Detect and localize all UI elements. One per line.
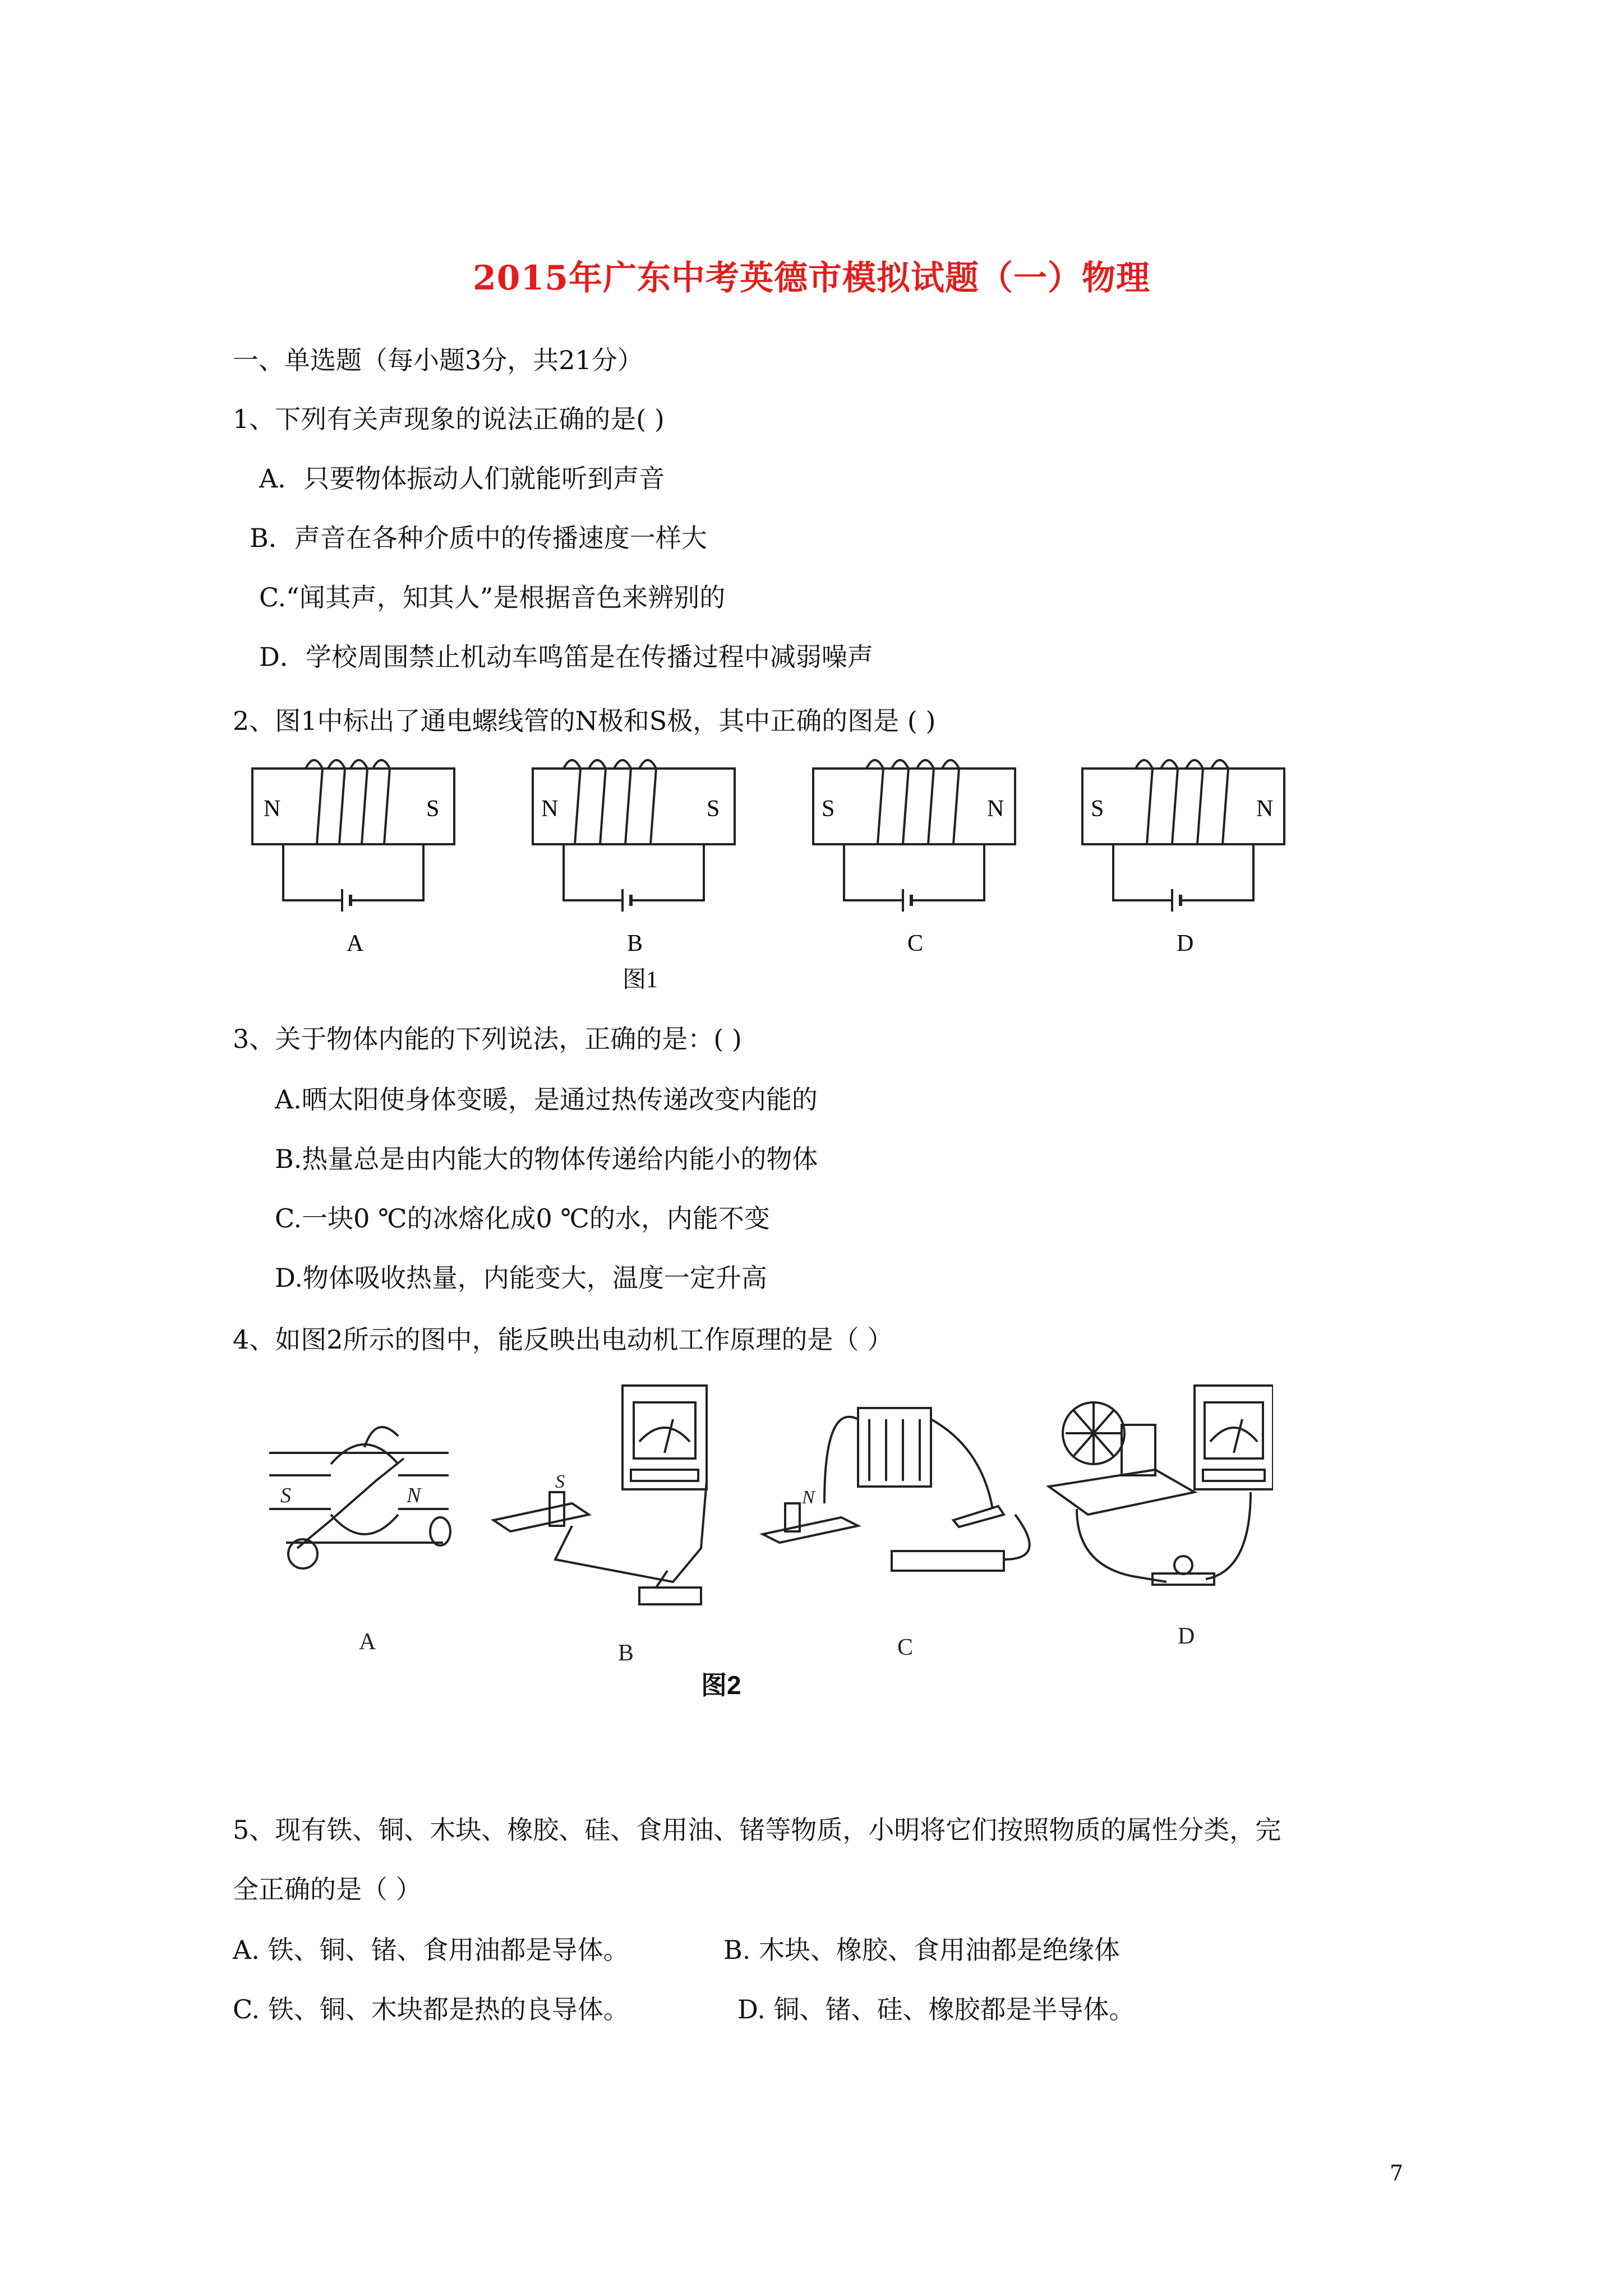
svg-text:A: A bbox=[347, 931, 364, 956]
svg-text:N: N bbox=[987, 796, 1004, 822]
q2-stem: 2、图1中标出了通电螺线管的N极和S极，其中正确的图是 ( ) bbox=[233, 706, 936, 736]
solenoid-panel-d bbox=[1082, 760, 1284, 956]
q3-option-a: A.晒太阳使身体变暖，是通过热传递改变内能的 bbox=[275, 1084, 818, 1115]
q5-stem-line-2: 全正确的是（ ） bbox=[233, 1874, 422, 1904]
svg-text:图1: 图1 bbox=[623, 967, 658, 993]
svg-text:D: D bbox=[1177, 931, 1194, 956]
solenoid-panel-c bbox=[813, 760, 1015, 956]
apparatus-c bbox=[763, 1408, 1030, 1660]
figure-2-motor-apparatus bbox=[264, 1380, 1273, 1694]
svg-text:A: A bbox=[359, 1629, 376, 1655]
apparatus-d bbox=[1049, 1386, 1273, 1649]
svg-text:B: B bbox=[618, 1640, 634, 1666]
q3-option-b: B.热量总是由内能大的物体传递给内能小的物体 bbox=[275, 1144, 818, 1174]
q5-option-c: C. 铁、铜、木块都是热的良导体。 bbox=[233, 1994, 629, 2024]
apparatus-b bbox=[494, 1386, 707, 1666]
q1-option-a: A．只要物体振动人们就能听到声音 bbox=[259, 463, 665, 494]
apparatus-a bbox=[269, 1427, 450, 1655]
svg-text:S: S bbox=[822, 796, 835, 822]
q3-option-c: C.一块0 ℃的冰熔化成0 ℃的水，内能不变 bbox=[275, 1203, 770, 1234]
svg-text:S: S bbox=[1091, 796, 1104, 822]
svg-text:N: N bbox=[264, 796, 281, 822]
q3-option-d: D.物体吸收热量，内能变大，温度一定升高 bbox=[275, 1263, 767, 1293]
svg-text:C: C bbox=[897, 1635, 914, 1660]
svg-text:S: S bbox=[426, 796, 440, 822]
svg-text:B: B bbox=[627, 931, 643, 956]
svg-text:N: N bbox=[407, 1484, 421, 1507]
svg-text:N: N bbox=[541, 796, 559, 822]
q5-option-a: A. 铁、铜、锗、食用油都是导体。 bbox=[233, 1935, 629, 1965]
q1-stem: 1、下列有关声现象的说法正确的是( ) bbox=[233, 404, 665, 434]
solenoid-panel-b bbox=[533, 760, 735, 993]
section-heading: 一、单选题（每小题3分，共21分） bbox=[233, 345, 643, 375]
page-number: 7 bbox=[1390, 2161, 1404, 2185]
solenoid-panel-a bbox=[252, 760, 454, 956]
q5-option-d: D. 铜、锗、硅、橡胶都是半导体。 bbox=[737, 1994, 1135, 2024]
q1-option-d: D．学校周围禁止机动车鸣笛是在传播过程中减弱噪声 bbox=[259, 642, 873, 672]
q5-option-b: B. 木块、橡胶、食用油都是绝缘体 bbox=[723, 1935, 1121, 1965]
q3-stem: 3、关于物体内能的下列说法，正确的是：( ) bbox=[233, 1024, 742, 1054]
q1-option-b: B．声音在各种介质中的传播速度一样大 bbox=[250, 523, 707, 553]
svg-text:N: N bbox=[802, 1487, 815, 1508]
svg-text:S: S bbox=[707, 796, 720, 822]
page-title: 2015年广东中考英德市模拟试题（一）物理 bbox=[473, 259, 1150, 298]
svg-text:N: N bbox=[1256, 796, 1274, 822]
svg-text:C: C bbox=[907, 931, 924, 956]
svg-text:D: D bbox=[1178, 1623, 1195, 1649]
figure-1-solenoids bbox=[241, 752, 1329, 1015]
svg-text:S: S bbox=[555, 1471, 565, 1492]
q1-option-c: C.“闻其声，知其人”是根据音色来辨别的 bbox=[259, 582, 726, 613]
svg-text:S: S bbox=[280, 1484, 291, 1507]
q5-stem-line-1: 5、现有铁、铜、木块、橡胶、硅、食用油、锗等物质，小明将它们按照物质的属性分类，完 bbox=[233, 1815, 1281, 1845]
figure-2-caption: 图2 bbox=[701, 1671, 741, 1700]
q4-stem: 4、如图2所示的图中，能反映出电动机工作原理的是（ ） bbox=[233, 1324, 893, 1355]
